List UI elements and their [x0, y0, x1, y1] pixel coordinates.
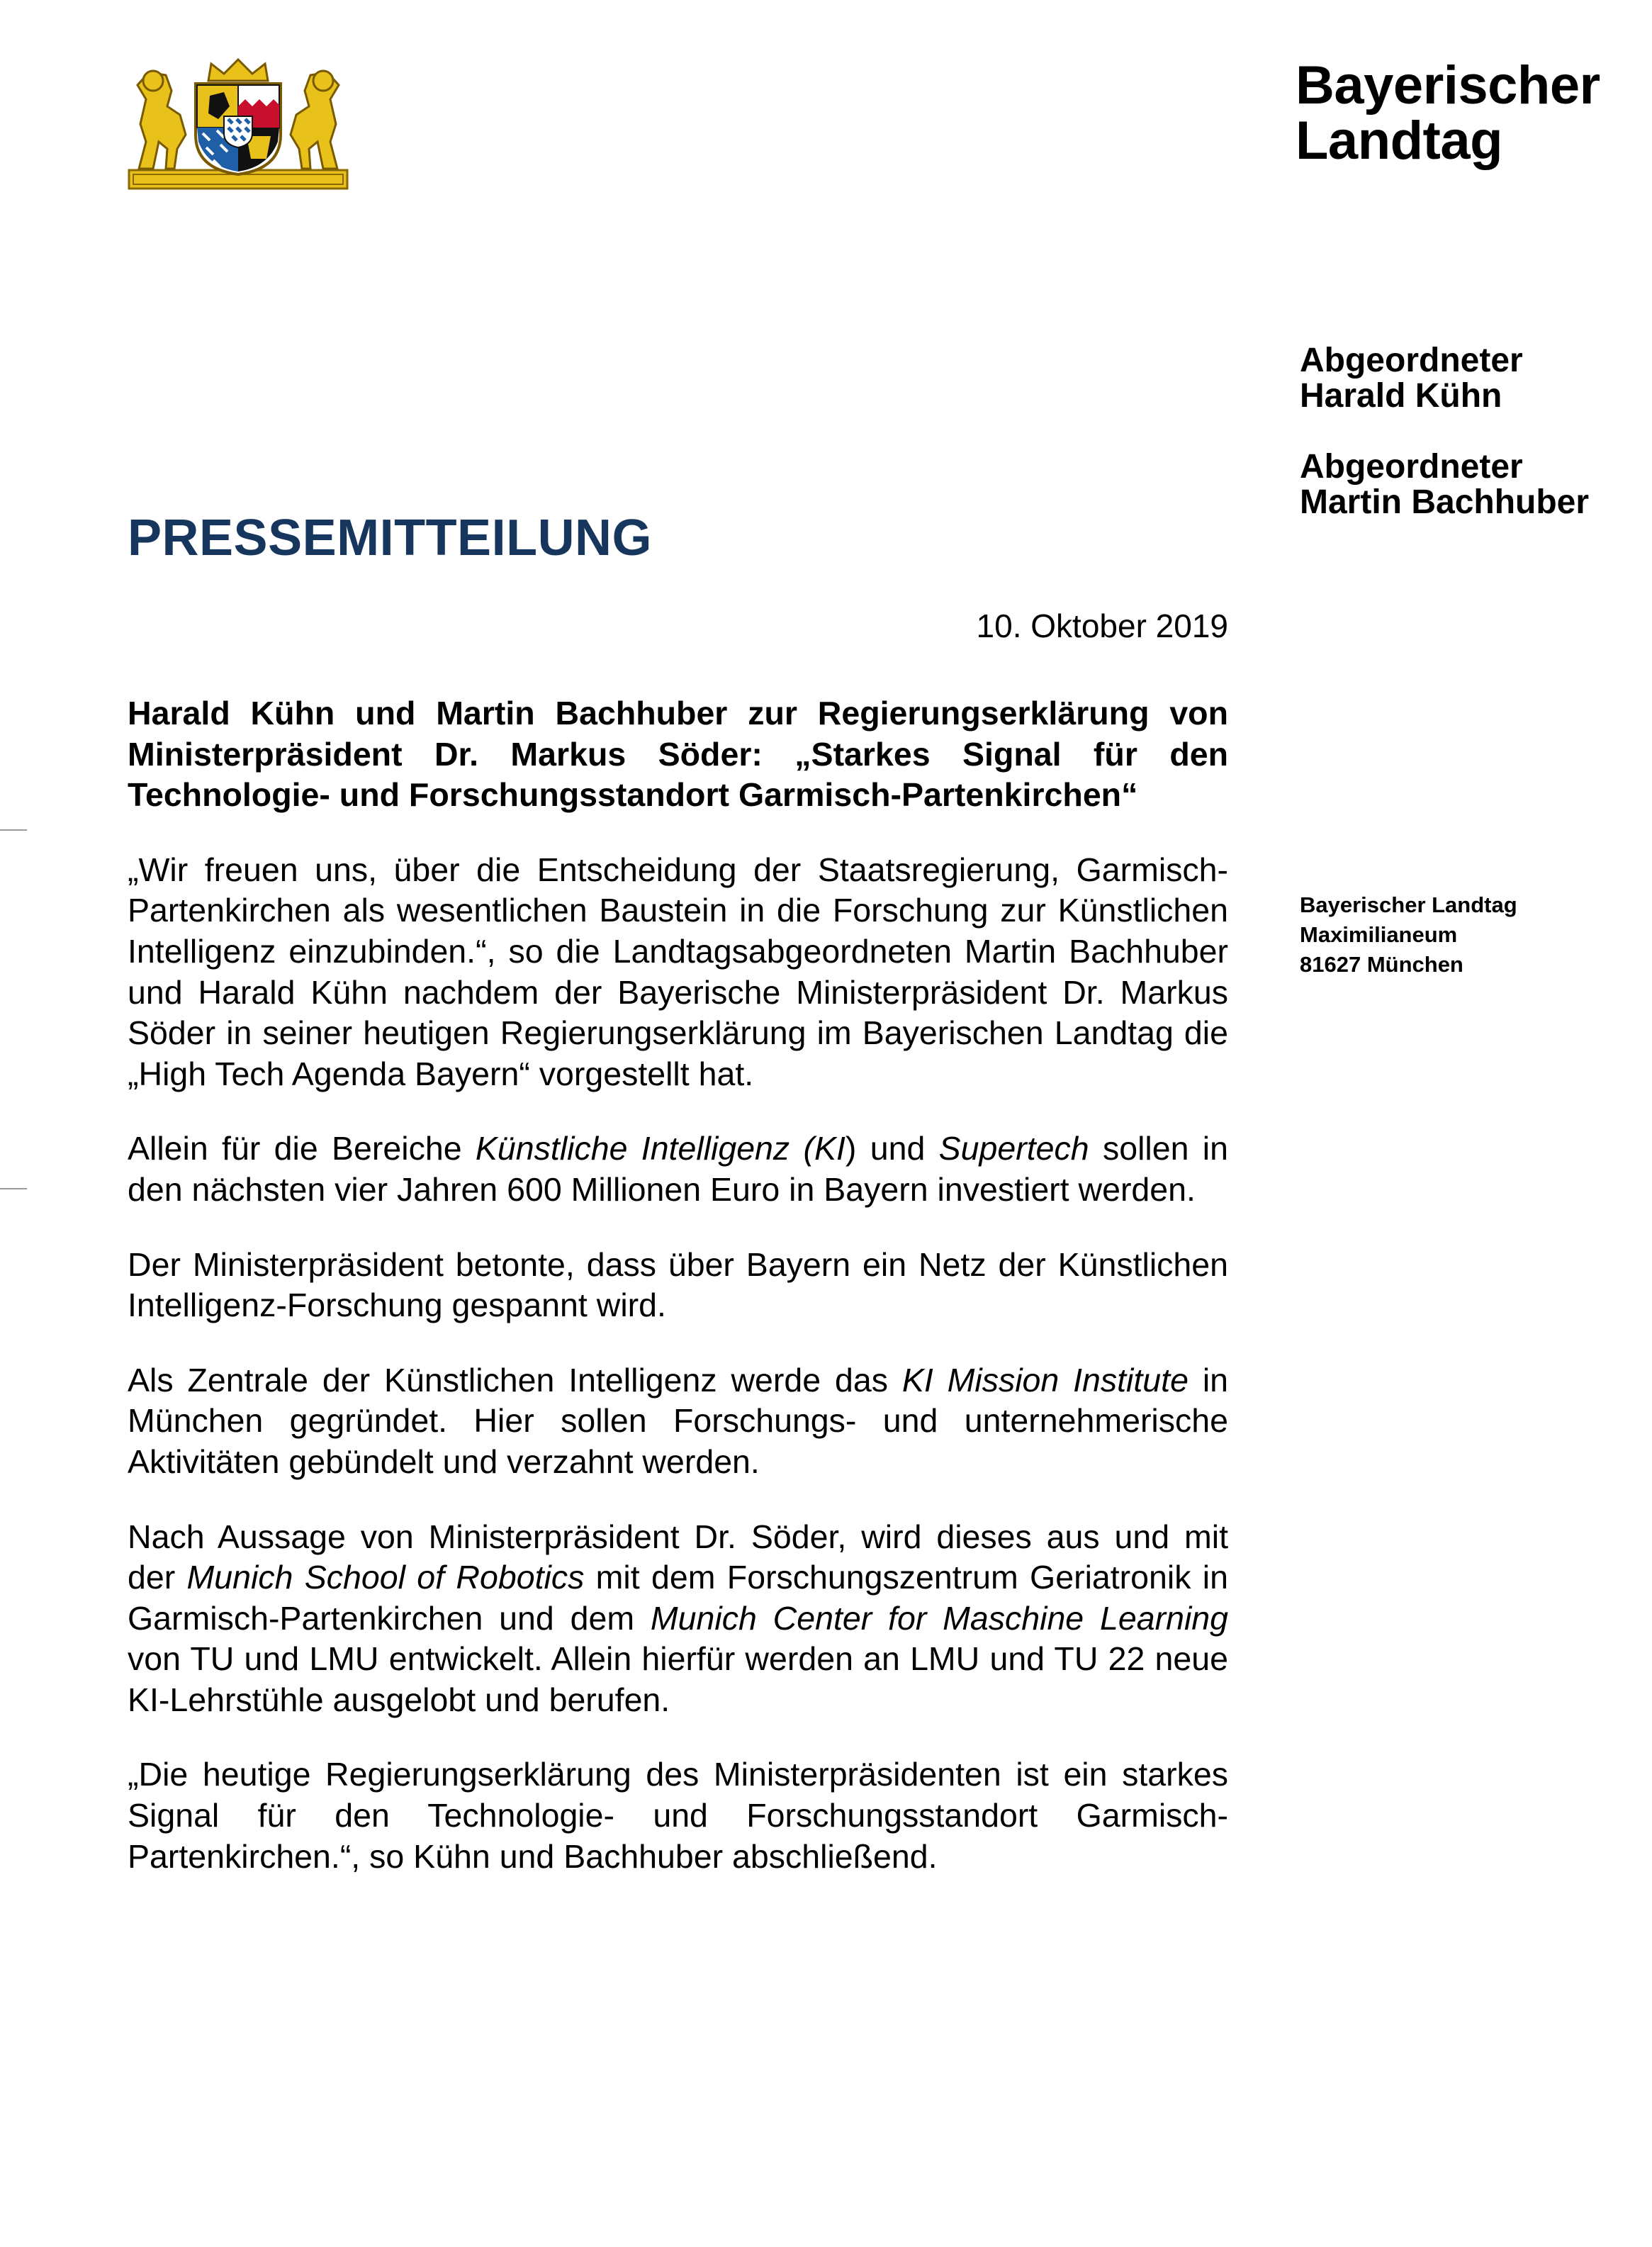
member-block-2: [1300, 449, 1589, 520]
fold-mark: [0, 829, 27, 831]
bavarian-coat-of-arms-icon: [125, 57, 352, 191]
member2-role: Abgeordneter: [1300, 448, 1523, 486]
sender-address: [1300, 890, 1517, 980]
organization-wordmark: [1296, 55, 1600, 171]
headline: Harald Kühn und Martin Bachhuber zur Regierungserklärung von Ministerpräsident Dr. Markus Söder: „Starkes Signal für den Technologie- und Forschungsstandort Garmisch-Partenkirchen“: [128, 695, 1228, 814]
paragraph-6: „Die heutige Regierungserklärung des Ministerpräsidenten ist ein starkes Signal für den Technologie- und Forschungsstandort Garmisch-Partenkirchen.“, so Kühn und Bachhuber abschließend.: [128, 1756, 1228, 1875]
p5-emphasis-mcml: Munich Center for Maschine Learning: [650, 1599, 1228, 1637]
p4-text-2: in München gegründet. Hier sollen Forschungs- und unternehmerische Aktivitäten gebündelt und verzahnt werden.: [128, 1361, 1229, 1480]
p4-emphasis-institute: KI Mission Institute: [901, 1361, 1189, 1399]
p5-text-2: mit dem Forschungszentrum Geriatronik in Garmisch-Partenkirchen und dem: [128, 1559, 1228, 1637]
address-line2: Maximilianeum: [1300, 922, 1458, 947]
p2-text-1: Allein für die Bereiche: [128, 1130, 476, 1167]
document-title: PRESSEMITTEILUNG: [128, 510, 653, 566]
press-release-body: [128, 693, 1228, 1911]
member-block-1: [1300, 343, 1523, 414]
org-name-line2: Landtag: [1296, 111, 1503, 171]
paragraph-5: [128, 1517, 1228, 1721]
paragraph-1: „Wir freuen uns, über die Entscheidung der Staatsregierung, Garmisch-Partenkirchen als wesentlichen Baustein in die Forschung zur Künstlichen Intelligenz einzubinden.“, so die Landtagsabgeordneten Martin Bachhuber und Harald Kühn nachdem der Bayerische Ministerpräsident Dr. Markus Söder in seiner heutigen Regierungserklärung im Bayerischen Landtag die „High Tech Agenda Bayern“ vorgestellt hat.: [128, 851, 1228, 1092]
member1-name: Harald Kühn: [1300, 377, 1502, 415]
paragraph-3: Der Ministerpräsident betonte, dass über Bayern ein Netz der Künstlichen Intelligenz-Forschung gespannt wird.: [128, 1245, 1228, 1324]
address-line1: Bayerischer Landtag: [1300, 892, 1517, 917]
document-date: 10. Oktober 2019: [976, 607, 1228, 644]
p2-emphasis-ki: Künstliche Intelligenz (KI: [475, 1130, 845, 1167]
paragraph-4: [128, 1360, 1228, 1483]
punch-mark: [0, 1188, 27, 1189]
p2-text-3: sollen in den nächsten vier Jahren 600 Millionen Euro in Bayern investiert werden.: [128, 1130, 1228, 1208]
p2-emphasis-supertech: Supertech: [938, 1130, 1089, 1167]
p4-text-1: Als Zentrale der Künstlichen Intelligenz werde das: [128, 1361, 902, 1399]
address-line3: 81627 München: [1300, 952, 1463, 977]
member2-name: Martin Bachhuber: [1300, 483, 1590, 521]
p5-emphasis-robotics: Munich School of Robotics: [186, 1559, 585, 1596]
p5-text-3: von TU und LMU entwickelt. Allein hierfür werden an LMU und TU 22 neue KI-Lehrstühle ausgelobt und berufen.: [128, 1640, 1228, 1718]
org-name-line1: Bayerischer: [1296, 55, 1600, 116]
p5-text-1: Nach Aussage von Ministerpräsident Dr. Söder, wird dieses aus und mit der: [128, 1518, 1228, 1596]
member1-role: Abgeordneter: [1300, 342, 1523, 379]
p2-text-2: ) und: [845, 1130, 939, 1167]
paragraph-2: [128, 1128, 1228, 1210]
